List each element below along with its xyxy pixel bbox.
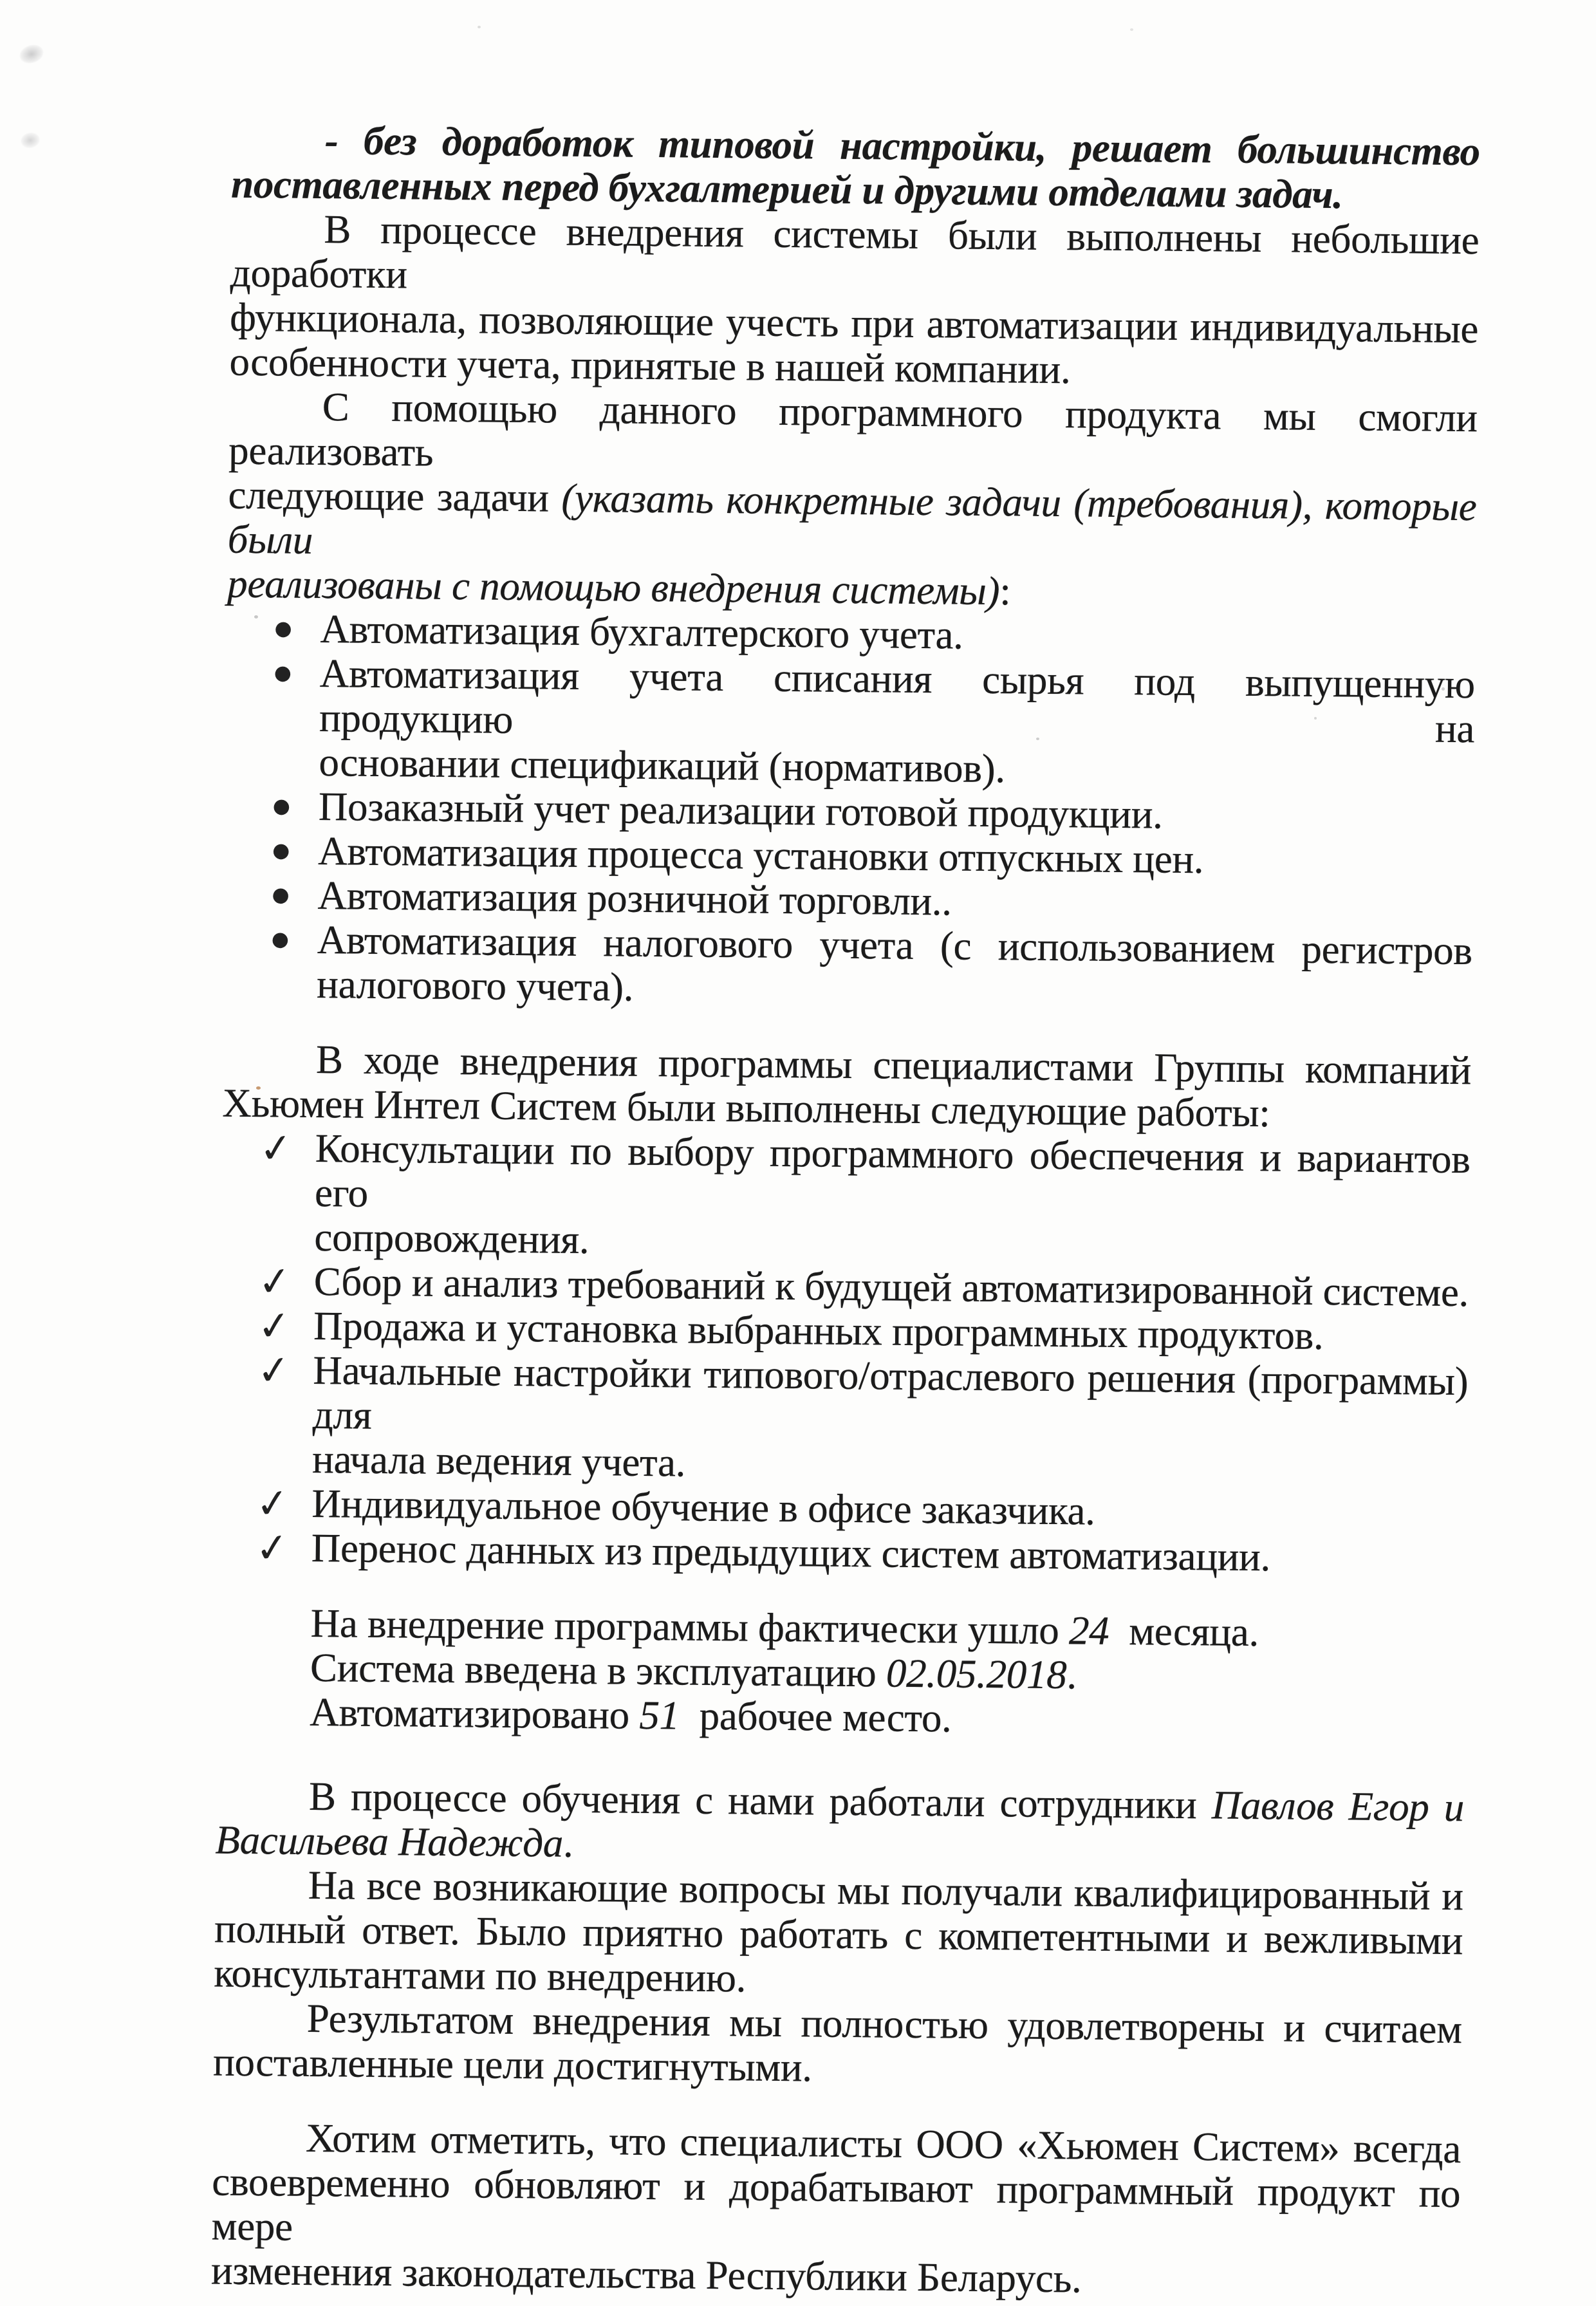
text-run: Хьюмен Интел Систем были выполнены следующие работы:	[222, 1080, 1270, 1136]
text-run: начала ведения учета.	[311, 1436, 686, 1485]
text-run: .	[562, 1820, 573, 1866]
text-line	[211, 2160, 1460, 2261]
check-icon: ✓	[255, 1301, 293, 1351]
check-icon: ✓	[255, 1256, 294, 1306]
bullet-item	[223, 917, 1472, 1018]
text-run: Начальные настройки типового/отраслевого решения (программы) для	[312, 1347, 1469, 1438]
text-run: Автоматизация процесса установки отпускных цен.	[317, 828, 1204, 882]
text-run: Позаказный учет реализации готовой продукции.	[318, 784, 1163, 837]
text-run: особенности учета, принятые в нашей компании.	[229, 339, 1071, 393]
paragraph	[227, 384, 1478, 618]
paragraph	[231, 118, 1480, 219]
text-run: Перенос данных из предыдущих систем автоматизации.	[311, 1525, 1271, 1580]
text-run: налогового учета).	[316, 961, 634, 1010]
text-run: поставленные цели достигнутыми.	[212, 2039, 813, 2090]
text-run: 02.05.2018	[886, 1650, 1067, 1698]
text-run: В процессе внедрения системы были выполнены небольшие доработки	[230, 207, 1480, 297]
text-run: основании спецификаций (нормативов).	[319, 739, 1006, 792]
check-icon: ✓	[255, 1345, 293, 1395]
text-run: 24	[1068, 1608, 1109, 1653]
text-run: Павлов Егор и	[1211, 1782, 1465, 1830]
paragraph	[214, 1863, 1463, 2008]
text-run: Автоматизация бухгалтерского учета.	[320, 606, 964, 658]
text-run: рабочее место.	[679, 1693, 952, 1741]
text-run: месяца.	[1109, 1608, 1259, 1655]
text-run: В ходе внедрения программы специалистами Группы компаний	[315, 1036, 1472, 1093]
text-run: На все возникающие вопросы мы получали квалифицированный и	[308, 1862, 1464, 1919]
text-line	[228, 473, 1477, 574]
paragraph	[215, 1774, 1464, 1875]
check-icon: ✓	[253, 1523, 292, 1573]
text-run: (указать конкретные задачи (требования), которые были	[227, 475, 1477, 563]
text-run: полный ответ. Было приятно работать с компетентными и вежливыми	[214, 1906, 1463, 1964]
text-run: реализованы с помощью внедрения системы)	[227, 561, 1000, 614]
text-run: Система введена в эксплуатацию	[310, 1644, 887, 1696]
text-run: :	[999, 568, 1011, 614]
text-run: своевременно обновляют и дорабатывают программный продукт по мере	[211, 2159, 1461, 2249]
text-run: Автоматизировано	[310, 1689, 640, 1738]
text-run: С помощью данного программного продукта мы смогли реализовать	[228, 384, 1478, 475]
text-run: поставленных перед бухгалтерией и другими отделами задач.	[230, 161, 1344, 218]
bullet-icon: ●	[272, 839, 290, 862]
bullet-item	[225, 651, 1475, 796]
text-run: На внедрение программы фактически ушло	[310, 1600, 1070, 1653]
check-item	[221, 1123, 1471, 1271]
bullet-icon: ●	[272, 794, 291, 818]
text-run: сопровождения.	[314, 1214, 589, 1263]
text-run: - без доработок типовой настройки, решает большинство	[324, 118, 1481, 174]
text-line	[319, 651, 1475, 751]
text-run: Продажа и установка выбранных программных продуктов.	[313, 1303, 1324, 1359]
text-run: Автоматизация розничной торговли..	[317, 872, 952, 924]
bullet-icon: ●	[274, 617, 292, 640]
text-run: изменения законодательства Республики Беларусь.	[210, 2247, 1082, 2301]
text-run: Автоматизация налогового учета (с использованием регистров	[317, 916, 1473, 974]
text-run: Консультации по выбору программного обеспечения и вариантов его	[314, 1125, 1471, 1216]
text-run: Автоматизация учета списания сырья под выпущенную продукцию на	[319, 651, 1476, 752]
check-icon: ✓	[254, 1478, 292, 1529]
text-line	[315, 1126, 1471, 1226]
text-line	[230, 207, 1480, 308]
text-run: консультантами по внедрению.	[214, 1950, 747, 2001]
text-line	[312, 1348, 1468, 1448]
paragraph	[222, 1037, 1471, 1138]
paragraph	[213, 1996, 1462, 2097]
check-icon: ✓	[257, 1123, 295, 1173]
text-run: 51	[639, 1692, 680, 1738]
paragraph	[211, 2115, 1461, 2305]
text-run: функционала, позволяющие учесть при автоматизации индивидуальные	[229, 294, 1479, 352]
text-run: Хотим отметить, что специалисты ООО «Хьюмен Систем» всегда	[305, 2115, 1461, 2172]
check-item	[219, 1345, 1469, 1493]
text-run: Индивидуальное обучение в офисе заказчика.	[311, 1480, 1096, 1534]
bullet-icon: ●	[274, 661, 292, 685]
text-run: Васильева Надежда	[215, 1817, 564, 1866]
text-run: .	[1066, 1652, 1077, 1698]
text-run: следующие задачи	[228, 472, 562, 521]
text-run: Сбор и анализ требований к будущей автоматизированной системе.	[313, 1258, 1469, 1316]
text-run: В процессе обучения с нами работали сотрудники	[308, 1773, 1212, 1828]
bullet-icon: ●	[272, 883, 290, 907]
paragraph	[229, 207, 1480, 396]
text-run: Результатом внедрения мы полностью удовлетворены и считаем	[306, 1995, 1463, 2052]
bullet-icon: ●	[271, 927, 290, 951]
text-line	[228, 384, 1478, 485]
